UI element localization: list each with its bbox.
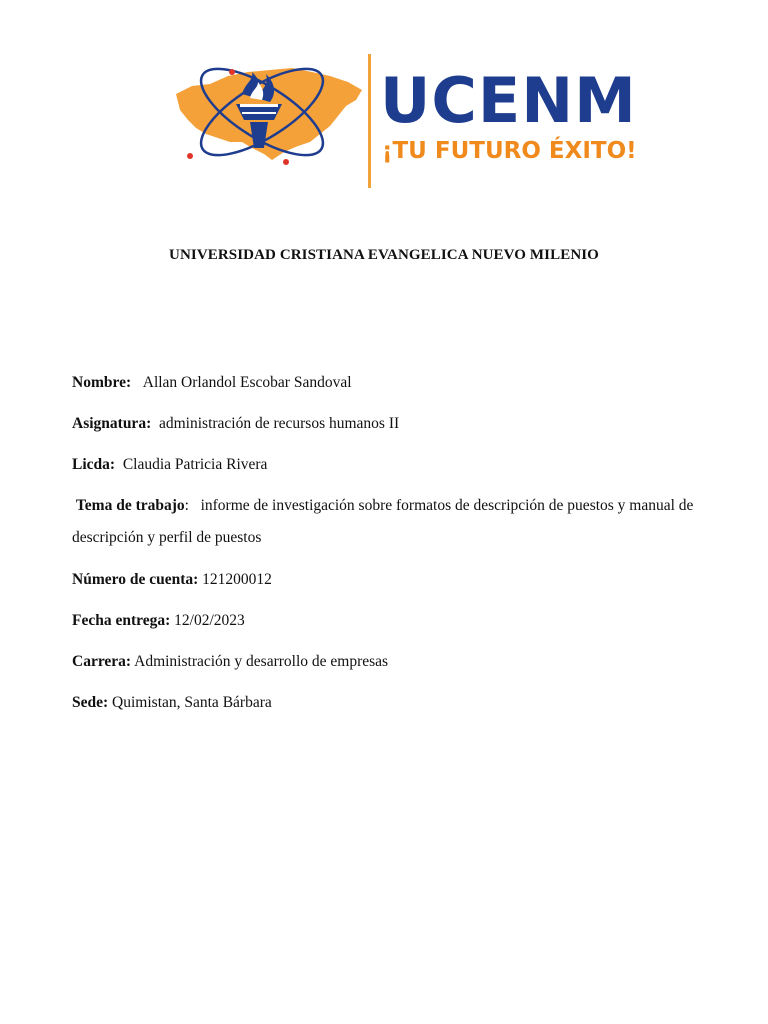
field-asignatura [72,408,712,440]
field-value: Claudia Patricia Rivera [122,456,268,473]
field-value: administración de recursos humanos II [158,415,400,432]
field-label: Licda: [72,456,116,473]
field-nombre [72,367,712,399]
field-value: Quimistan, Santa Bárbara [112,694,272,711]
field-fecha [72,605,712,637]
field-label: Fecha entrega: [72,612,171,629]
field-value: 121200012 [202,571,272,588]
field-value: Allan Orlandol Escobar Sandoval [142,374,352,391]
logo-divider [368,54,371,188]
field-sede [72,687,712,719]
field-cuenta [72,564,712,596]
field-label: Sede: [72,694,109,711]
honduras-map-torch-atom-icon [170,50,366,190]
field-value: 12/02/2023 [174,612,245,629]
university-title: UNIVERSIDAD CRISTIANA EVANGELICA NUEVO MILENIO [169,247,599,263]
field-label: Carrera: [72,653,132,670]
field-label: Número de cuenta: [72,571,199,588]
field-label: Tema de trabajo [75,497,185,514]
field-tema: Tema de trabajo: informe de investigación sobre formatos de descripción de puestos y manual de descripción y perfil de puestos [72,497,694,546]
field-value: Administración y desarrollo de empresas [134,653,389,670]
logo-name: UCENM [380,64,637,137]
field-label: Asignatura: [72,415,152,432]
ucenm-logo [170,50,637,190]
field-licda [72,449,712,481]
logo-slogan: ¡TU FUTURO ÉXITO! [382,138,637,164]
field-carrera [72,646,712,678]
field-label: Nombre: [72,374,132,391]
field-value: informe de investigación sobre formatos de descripción de puestos y manual de descripción y perfil de puestos [72,497,694,546]
